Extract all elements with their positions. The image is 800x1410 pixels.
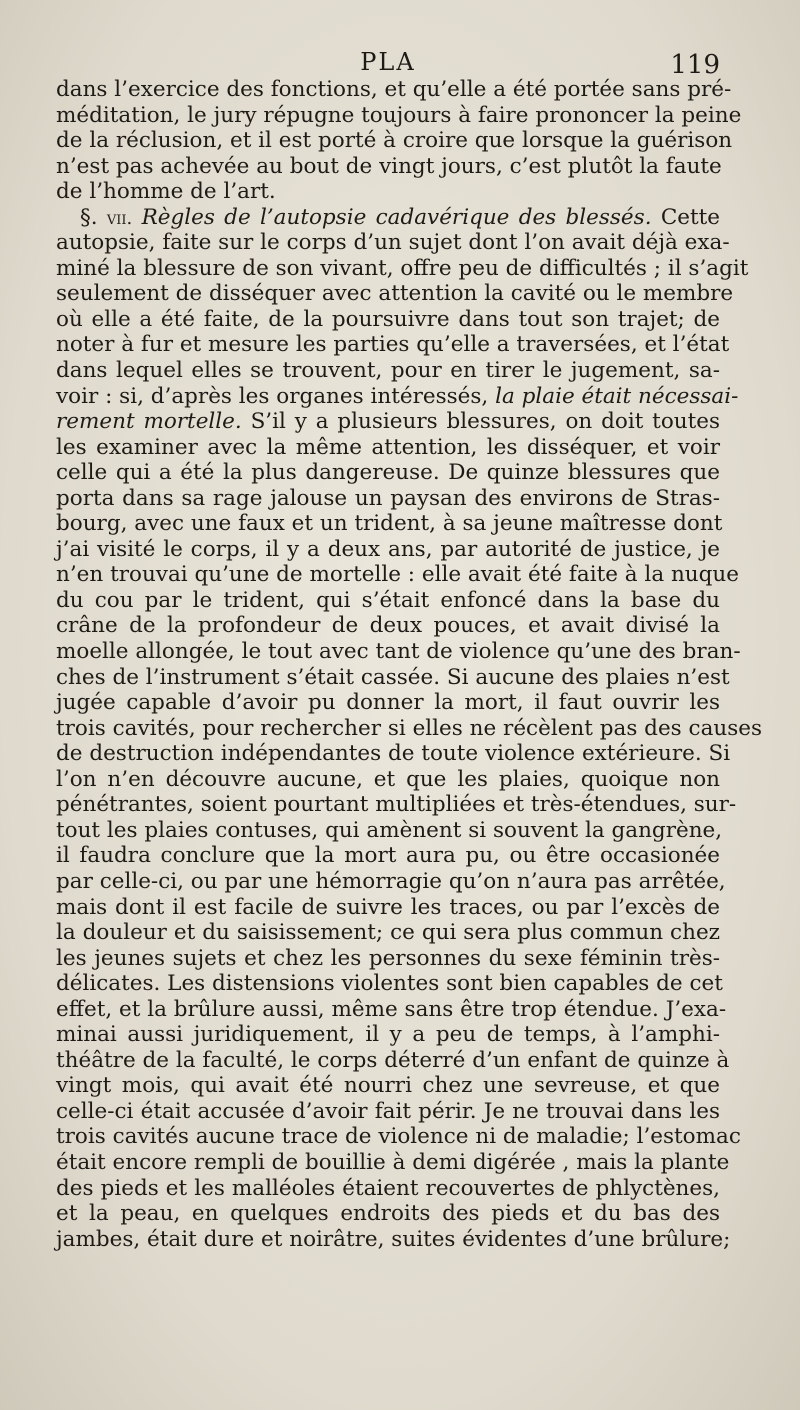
text-segment: la douleur et du saisissement; ce qui sera plus commun chez <box>56 920 720 946</box>
italic-text: la plaie était nécessai- <box>495 383 739 409</box>
text-line <box>56 205 720 231</box>
text-segment: seulement de disséquer avec attention la cavité ou le membre <box>56 281 734 307</box>
text-line <box>56 358 720 384</box>
text-segment: jugée capable d’avoir pu donner la mort, il faut ouvrir les <box>56 690 720 716</box>
text-segment: celle qui a été la plus dangereuse. De quinze blessures que <box>56 460 720 486</box>
text-line <box>56 817 723 844</box>
body-text <box>56 77 763 1252</box>
text-line <box>56 946 720 972</box>
text-segment: n’est pas achevée au bout de vingt jours, c’est plutôt la faute <box>56 153 722 179</box>
text-segment: où elle a été faite, de la poursuivre dans tout son trajet; de <box>56 306 720 332</box>
text-segment: Cette <box>651 204 720 230</box>
text-line <box>56 562 739 588</box>
text-line <box>56 792 737 818</box>
text-line <box>56 1124 741 1150</box>
text-segment: porta dans sa rage jalouse un paysan des environs de Stras- <box>56 485 720 511</box>
text-line <box>56 920 720 946</box>
text-line <box>56 102 742 129</box>
text-segment: jambes, était dure et noirâtre, suites évidentes d’une brûlure; <box>56 1226 731 1252</box>
text-segment: méditation, le jury répugne toujours à faire prononcer la peine <box>56 102 742 128</box>
text-segment: mais dont il est facile de suivre les traces, ou par l’excès de <box>56 894 720 920</box>
text-line <box>56 1099 720 1125</box>
text-segment: effet, et la brûlure aussi, même sans être trop étendue. J’exa- <box>56 996 727 1022</box>
text-line <box>56 843 720 869</box>
text-segment: autopsie, faite sur le corps d’un sujet dont l’on avait déjà exa- <box>56 230 730 256</box>
text-line <box>56 971 723 997</box>
text-segment: n’en trouvai qu’une de mortelle : elle avait été faite à la nuque <box>56 562 739 588</box>
text-segment: les examiner avec la même attention, les disséquer, et voir <box>56 434 720 460</box>
text-line <box>56 741 731 767</box>
text-segment: tout les plaies contuses, qui amènent si souvent la gangrène, <box>56 817 723 843</box>
text-segment: dans l’exercice des fonctions, et qu’elle a été portée sans pré- <box>56 77 732 102</box>
text-segment: de destruction indépendantes de toute violence extérieure. Si <box>56 741 731 767</box>
text-segment: minai aussi juridiquement, il y a peu de temps, à l’amphi- <box>56 1022 720 1048</box>
text-segment: du cou par le trident, qui s’était enfoncé dans la base du <box>56 587 720 613</box>
text-segment: l’on n’en découvre aucune, et que les plaies, quoique non <box>56 766 720 792</box>
text-segment: de la réclusion, et il est porté à croire que lorsque la guérison <box>56 128 733 154</box>
running-head: PLA <box>360 48 416 76</box>
text-line <box>56 332 730 358</box>
text-segment: était encore rempli de bouillie à demi digérée , mais la plante <box>56 1149 730 1175</box>
text-line <box>56 895 720 921</box>
section-number: vii. <box>106 207 133 229</box>
text-line <box>56 715 763 742</box>
text-segment: moelle allongée, le tout avec tant de violence qu’une des bran- <box>56 639 741 665</box>
text-line <box>56 460 720 486</box>
text-segment: bourg, avec une faux et un trident, à sa jeune maîtresse dont <box>56 511 723 537</box>
text-segment <box>132 205 141 230</box>
text-line <box>56 1226 731 1253</box>
text-segment: les jeunes sujets et chez les personnes du sexe féminin très- <box>56 945 720 971</box>
text-segment: miné la blessure de son vivant, offre peu de difficultés ; il s’agit <box>56 255 749 281</box>
text-line <box>56 690 720 716</box>
text-segment: des pieds et les malléoles étaient recouvertes de phlyctènes, <box>56 1175 720 1201</box>
text-line <box>56 537 720 563</box>
text-line <box>56 767 720 793</box>
text-line <box>56 868 726 895</box>
text-segment: par celle-ci, ou par une hémorragie qu’on n’aura pas arrêtée, <box>56 868 726 894</box>
text-line <box>56 230 730 256</box>
text-line <box>56 664 730 691</box>
text-line <box>56 255 749 282</box>
text-line <box>56 996 727 1023</box>
text-line <box>56 1073 720 1099</box>
text-line <box>56 307 720 333</box>
text-line <box>56 179 720 205</box>
text-line <box>56 435 720 461</box>
text-line <box>56 1047 730 1074</box>
text-segment: S’il y a plusieurs blessures, on doit toutes <box>241 409 721 435</box>
text-line <box>56 154 720 180</box>
text-segment: ches de l’instrument s’était cassée. Si aucune des plaies n’est <box>56 664 730 690</box>
text-segment: voir : si, d’après les organes intéressés, <box>56 383 496 409</box>
text-segment: il faudra conclure que la mort aura pu, ou être occasionée <box>56 843 720 869</box>
text-line <box>56 409 720 435</box>
page-number: 119 <box>670 50 720 80</box>
text-line <box>56 1149 730 1176</box>
text-line <box>56 1201 720 1227</box>
text-segment: vingt mois, qui avait été nourri chez une sevreuse, et que <box>56 1073 720 1099</box>
italic-text: Règles de l’autopsie cadavérique des blessés. <box>141 204 652 230</box>
text-line <box>56 281 734 307</box>
text-line <box>56 511 723 537</box>
text-segment: §. <box>80 204 107 230</box>
text-line <box>56 128 733 154</box>
text-line <box>56 77 732 103</box>
text-segment: noter à fur et mesure les parties qu’elle a traversées, et l’état <box>56 332 730 358</box>
text-segment: dans lequel elles se trouvent, pour en tirer le jugement, sa- <box>56 358 720 384</box>
text-segment: crâne de la profondeur de deux pouces, et avait divisé la <box>56 613 720 639</box>
text-segment: délicates. Les distensions violentes sont bien capables de cet <box>56 971 723 997</box>
italic-text: rement mortelle. <box>56 409 242 435</box>
text-segment: de l’homme de l’art. <box>56 179 276 205</box>
text-line <box>56 1022 720 1048</box>
text-segment: trois cavités aucune trace de violence ni de maladie; l’estomac <box>56 1124 741 1150</box>
text-segment: et la peau, en quelques endroits des pieds et du bas des <box>56 1201 720 1227</box>
text-line <box>56 383 739 410</box>
text-segment: j’ai visité le corps, il y a deux ans, par autorité de justice, je <box>56 536 720 562</box>
text-line <box>56 613 720 639</box>
text-segment: celle-ci était accusée d’avoir fait périr. Je ne trouvai dans les <box>56 1098 720 1124</box>
text-segment: trois cavités, pour rechercher si elles ne récèlent pas des causes <box>56 715 763 741</box>
text-line <box>56 1176 720 1202</box>
text-line <box>56 486 720 512</box>
text-line <box>56 588 720 614</box>
text-segment: pénétrantes, soient pourtant multipliées et très-étendues, sur- <box>56 792 737 818</box>
text-segment: théâtre de la faculté, le corps déterré d’un enfant de quinze à <box>56 1047 730 1073</box>
text-line <box>56 639 741 665</box>
